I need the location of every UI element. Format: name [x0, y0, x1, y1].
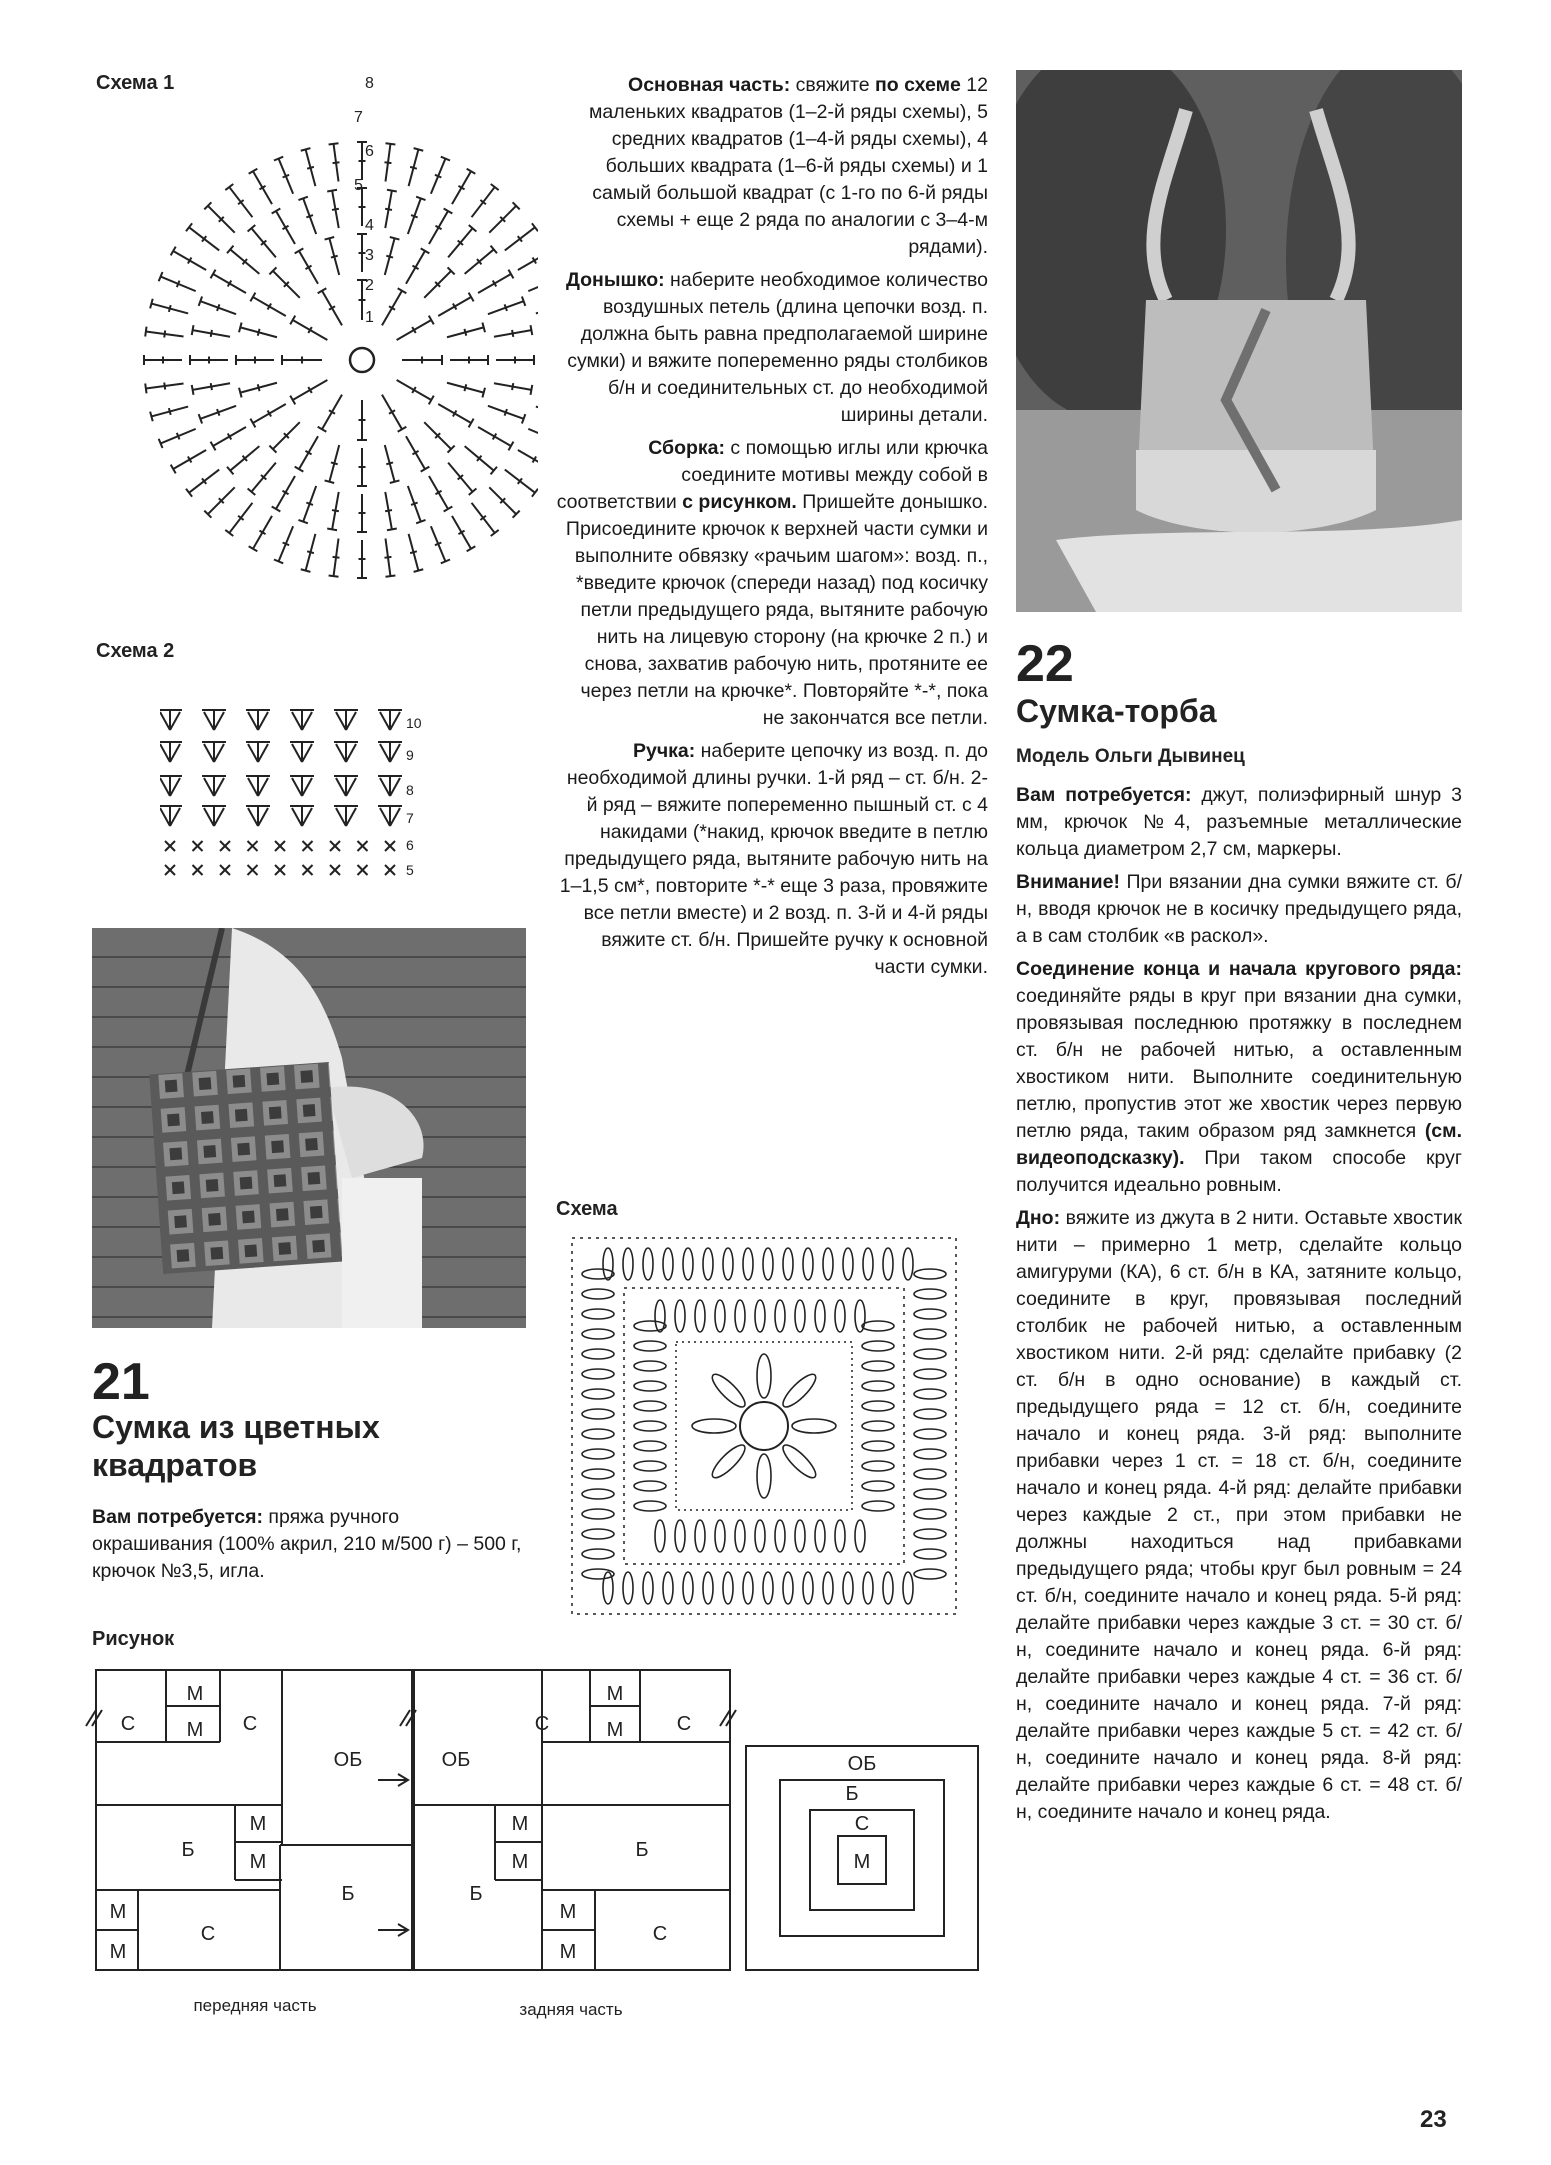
letter-m: М [186, 1719, 204, 1741]
scheme3-label: Схема [556, 1198, 618, 1220]
letter-b: Б [469, 1883, 483, 1905]
letter-m: М [109, 1941, 127, 1963]
bag22-attention-head: Внимание! [1016, 871, 1120, 893]
letter-m: М [511, 1851, 529, 1873]
letter-m: М [606, 1719, 624, 1741]
scheme2-row-chart [160, 700, 450, 880]
letter-m: М [186, 1683, 204, 1705]
bottom-text: наберите необходимое количество воздушных петель (длина цепочки возд. п. должна быть равна предполагаемой ширине сумки) и вяжите попеременно ряды столбиков б/н и соединительных ст. до необходимой ширины детали. [567, 269, 988, 426]
letter-m: М [853, 1851, 871, 1873]
letter-m: М [606, 1683, 624, 1705]
scheme2-row-6: 6 [406, 837, 414, 853]
scheme1-row-4: 4 [365, 217, 374, 234]
scheme2-row-10: 10 [406, 715, 422, 731]
bag22-attention-text: При вязании дна сумки вяжите ст. б/н, вводя крючок не в косичку предыдущего ряда, а в сам столбик «в раскол». [1016, 871, 1462, 947]
letter-s: С [652, 1923, 668, 1945]
main-part-bold: по схеме [874, 74, 961, 96]
right-text-column [1016, 782, 1462, 1832]
letter-m: М [559, 1941, 577, 1963]
page-number: 23 [1420, 2106, 1447, 2133]
bag22-join [1016, 956, 1462, 1199]
main-part-pre: свяжите [790, 74, 875, 96]
main-part-paragraph [556, 72, 988, 261]
letter-m: М [109, 1901, 127, 1923]
bag22-bottom-head: Дно: [1016, 1207, 1061, 1229]
assembly-diagram [80, 1660, 1010, 2000]
handle-text: наберите цепочку из возд. п. до необходимой длины ручки. 1-й ряд – ст. б/н. 2-й ряд – вяжите попеременно пышный ст. с 4 накидами (*накид, крючок введите в петлю предыдущего ряда, вытяните рабочую нить на 1–1,5 см*, повторите *-* еще 3 раза, провяжите все петли вместе) и 2 возд. п. 3-й и 4-й ряды вяжите ст. б/н. Пришейте ручку к основной части сумки. [559, 740, 988, 978]
scheme2-row-8: 8 [406, 782, 414, 798]
assembly-pre: с помощью иглы или крючка соедините мотивы между собой в соответствии [556, 437, 988, 513]
bag22-join-head: Соединение конца и начала кругового ряда: [1016, 958, 1462, 980]
scheme1-circular-chart [92, 70, 538, 650]
bag21-needs-text: пряжа ручного окрашивания (100% акрил, 210 м/500 г) – 500 г, крючок №3,5, игла. [92, 1506, 522, 1582]
bag21-title-line2: квадратов [92, 1447, 258, 1483]
scheme1-row-6: 6 [365, 143, 374, 160]
letter-s: С [120, 1713, 136, 1735]
letter-b: Б [635, 1839, 649, 1861]
bag22-needs [1016, 782, 1462, 863]
bottom-paragraph [556, 267, 988, 429]
bag21-photo [92, 928, 526, 1328]
scheme1-row-8: 8 [365, 75, 374, 92]
bag21-title-line1: Сумка из цветных [92, 1409, 380, 1445]
scheme1-label: Схема 1 [96, 72, 175, 94]
main-part-text: 12 маленьких квадратов (1–2-й ряды схемы), 5 средних квадратов (1–4-й ряды схемы), 4 больших квадрата (1–6-й ряды схемы) и 1 самый большой квадрат (с 1-го по 6-й ряды схемы + еще 2 ряда по аналогии с 3–4-м рядами). [588, 74, 988, 258]
bag22-join-text: При таком способе круг получится идеально ровным. [1016, 1147, 1462, 1196]
bag21-number: 21 [92, 1353, 150, 1411]
letter-m: М [249, 1851, 267, 1873]
bag22-needs-text: джут, полиэфирный шнур 3 мм, крючок №4, разъемные металлические кольца диаметром 2,7 см, маркеры. [1016, 784, 1463, 860]
scheme1-row-1: 1 [365, 309, 374, 326]
assembly-bold: с рисунком. [682, 491, 797, 513]
bag22-needs-head: Вам потребуется: [1016, 784, 1192, 806]
scheme1-row-7: 7 [354, 109, 363, 126]
assembly-paragraph [556, 435, 988, 732]
letter-s: С [534, 1713, 550, 1735]
letter-s: С [854, 1813, 870, 1835]
bag21-photo-illustration [92, 928, 526, 1328]
scheme2-row-9: 9 [406, 747, 414, 763]
letter-ob: ОБ [333, 1749, 363, 1771]
letter-s: С [200, 1923, 216, 1945]
bag22-author: Модель Ольги Дывинец [1016, 746, 1245, 767]
letter-s: С [676, 1713, 692, 1735]
scheme1-row-5: 5 [354, 177, 363, 194]
letter-m: М [559, 1901, 577, 1923]
bag22-photo-illustration [1016, 70, 1462, 612]
letter-ob: ОБ [847, 1753, 877, 1775]
bag21-needs [92, 1504, 522, 1585]
figure-label: Рисунок [92, 1628, 175, 1650]
bottom-head: Донышко: [566, 269, 665, 291]
front-caption: передняя часть [193, 1996, 317, 2015]
bag22-number: 22 [1016, 635, 1074, 693]
bag22-attention [1016, 869, 1462, 950]
handle-head: Ручка: [632, 740, 696, 762]
center-text-column [556, 72, 988, 987]
bag22-title: Сумка-торба [1016, 693, 1217, 729]
assembly-head: Сборка: [648, 437, 725, 459]
letter-m: М [249, 1813, 267, 1835]
main-part-head: Основная часть: [628, 74, 791, 96]
scheme2-row-5: 5 [406, 862, 414, 878]
letter-m: М [511, 1813, 529, 1835]
square-motif-chart [566, 1232, 962, 1620]
bag21-needs-head: Вам потребуется: [92, 1506, 263, 1528]
handle-paragraph [556, 738, 988, 981]
bag22-bottom-text: вяжите из джута в 2 нити. Оставьте хвостик нити – примерно 1 метр, сделайте кольцо амигуруми (КА), 6 ст. б/н в КА, затяните кольцо, соедините в круг, провязывая последний столбик не рабочей нитью, а оставленным хвостиком нити. 2-й ряд: сделайте прибавку (2 ст. б/н в одно основание) в каждый ст. предыдущего ряда = 12 ст. б/н, соедините начало и конец ряда. 3-й ряд: выполните прибавки через 1 ст. = 18 ст. б/н, соедините начало и конец ряда. 4-й ряд: делайте прибавки через каждые 2 ст., при этом прибавки не должны находиться над прибавками предыдущего ряда; чтобы круг был ровным = 24 ст. б/н, соедините начало и конец ряда. 5-й ряд: делайте прибавки через каждые 3 ст. = 30 ст. б/н, соедините начало и конец ряда. 6-й ряд: делайте прибавки через каждые 4 ст. = 36 ст. б/н, соедините начало и конец ряда. 7-й ряд: делайте прибавки через каждые 5 ст. = 42 ст. б/н, соедините начало и конец ряда. 8-й ряд: делайте прибавки через каждые 6 ст. = 48 ст. б/н, соедините начало и конец ряда. [1016, 1207, 1462, 1823]
letter-b: Б [181, 1839, 195, 1861]
bag22-join-bold: (см. видеоподсказку). [1016, 1120, 1462, 1169]
assembly-text: Пришейте донышко. Присоедините крючок к верхней части сумки и выполните обвязку «рачьим шагом»: возд. п., *введите крючок (спереди назад) под косичку петли предыдущего ряда, вытяните рабочую нить на лицевую сторону (на крючке 2 п.) и снова, захватив рабочую нить, протяните ее через петли на крючке*. Повторяйте *-*, пока не закончатся все петли. [565, 491, 988, 729]
scheme2-label: Схема 2 [96, 640, 175, 662]
letter-b: Б [845, 1783, 859, 1805]
letter-b: Б [341, 1883, 355, 1905]
bag22-join-pre: соединяйте ряды в круг при вязании дна сумки, провязывая последнюю протяжку в последнем ст. б/н не рабочей нитью, а оставленным хвостиком нити. Выполните соединительную петлю, пропустив этот же хвостик через первую петлю ряда, таким образом ряд замкнется [1016, 985, 1462, 1142]
back-caption: задняя часть [519, 2000, 623, 2019]
scheme2-row-7: 7 [406, 810, 414, 826]
letter-s: С [242, 1713, 258, 1735]
scheme1-row-2: 2 [365, 277, 374, 294]
scheme1-row-3: 3 [365, 247, 374, 264]
bag22-bottom [1016, 1205, 1462, 1826]
letter-ob: ОБ [441, 1749, 471, 1771]
bag22-photo [1016, 70, 1462, 612]
